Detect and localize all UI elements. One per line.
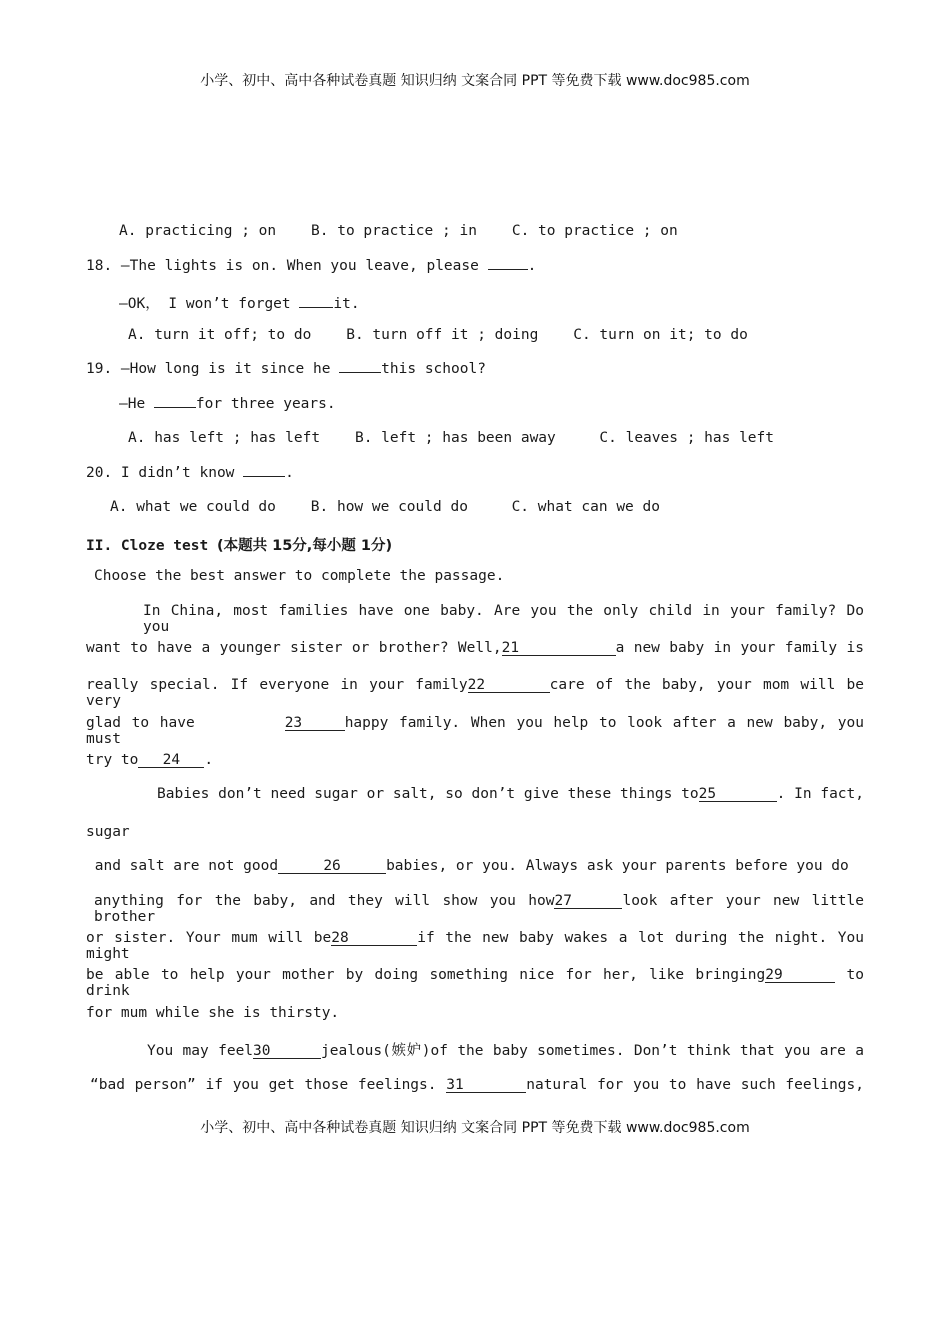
q18-blank-2 bbox=[299, 307, 333, 308]
q20-options: A. what we could do B. how we could do C. what can we do bbox=[110, 499, 660, 515]
passage-p2-line2: sugar bbox=[86, 824, 130, 840]
q18-line1: 18. —The lights is on. When you leave, please . bbox=[86, 258, 537, 274]
q18-options: A. turn it off; to do B. turn off it ; doing C. turn on it; to do bbox=[128, 327, 748, 343]
q17-options: A. practicing ; on B. to practice ; in C. to practice ; on bbox=[119, 223, 678, 239]
passage-p2-line3: and salt are not good 26 babies, or you. Always ask your parents before you do bbox=[86, 858, 849, 874]
q18-stem: 18. —The lights is on. When you leave, please bbox=[86, 258, 488, 274]
passage-p2-line7: for mum while she is thirsty. bbox=[86, 1005, 340, 1021]
blank-27: 27 bbox=[554, 894, 622, 909]
passage-p1-line2: want to have a younger sister or brother? Well,21 a new baby in your family is bbox=[86, 640, 864, 656]
page-footer: 小学、初中、高中各种试卷真题 知识归纳 文案合同 PPT 等免费下载 www.doc985.com bbox=[200, 1120, 750, 1136]
q19-options: A. has left ; has left B. left ; has been away C. leaves ; has left bbox=[128, 430, 775, 446]
passage-p2-line6: be able to help your mother by doing something nice for her, like bringing29 to drink bbox=[86, 967, 864, 999]
blank-24: 24 bbox=[138, 753, 204, 768]
passage-p1-line4: glad to have 23 happy family. When you help to look after a new baby, you must bbox=[86, 715, 864, 747]
q18-blank-1 bbox=[488, 269, 528, 270]
page-header: 小学、初中、高中各种试卷真题 知识归纳 文案合同 PPT 等免费下载 www.doc985.com bbox=[200, 73, 750, 89]
q19-line2: —He for three years. bbox=[119, 396, 336, 412]
blank-26: 26 bbox=[278, 859, 386, 874]
section-heading: II. Cloze test (本题共 15分,每小题 1分) bbox=[86, 538, 393, 554]
blank-29: 29 bbox=[765, 968, 835, 983]
q19-blank-2 bbox=[154, 407, 196, 408]
blank-22: 22 bbox=[468, 678, 550, 693]
blank-23: 23 bbox=[285, 716, 345, 731]
q20-line1: 20. I didn’t know . bbox=[86, 465, 294, 481]
passage-p1-line1: In China, most families have one baby. Are you the only child in your family? Do you bbox=[143, 603, 864, 635]
blank-28: 28 bbox=[331, 931, 417, 946]
q20-blank bbox=[243, 476, 285, 477]
passage-p3-line2: “bad person” if you get those feelings. 31 natural for you to have such feelings, bbox=[90, 1077, 864, 1093]
blank-21: 21 bbox=[502, 641, 616, 656]
passage-p3-line1: You may feel30 jealous(嫉妒)of the baby sometimes. Don’t think that you are a bbox=[147, 1043, 864, 1059]
blank-25: 25 bbox=[699, 787, 777, 802]
blank-30: 30 bbox=[253, 1044, 321, 1059]
passage-p2-line4: anything for the baby, and they will show you how27 look after your new little brother bbox=[94, 893, 864, 925]
passage-p2-line1: Babies don’t need sugar or salt, so don’t give these things to25 . In fact, bbox=[157, 786, 864, 802]
q18-line2: —OK， I won’t forget it. bbox=[119, 296, 360, 312]
q19-blank-1 bbox=[339, 372, 381, 373]
section-instruction: Choose the best answer to complete the passage. bbox=[94, 568, 505, 584]
passage-p1-line3: really special. If everyone in your family22 care of the baby, your mom will be very bbox=[86, 677, 864, 709]
passage-p1-line5: try to 24 . bbox=[86, 752, 214, 768]
blank-31: 31 bbox=[446, 1078, 526, 1093]
q19-line1: 19. —How long is it since he this school? bbox=[86, 361, 486, 377]
passage-p2-line5: or sister. Your mum will be28 if the new baby wakes a lot during the night. You might bbox=[86, 930, 864, 962]
